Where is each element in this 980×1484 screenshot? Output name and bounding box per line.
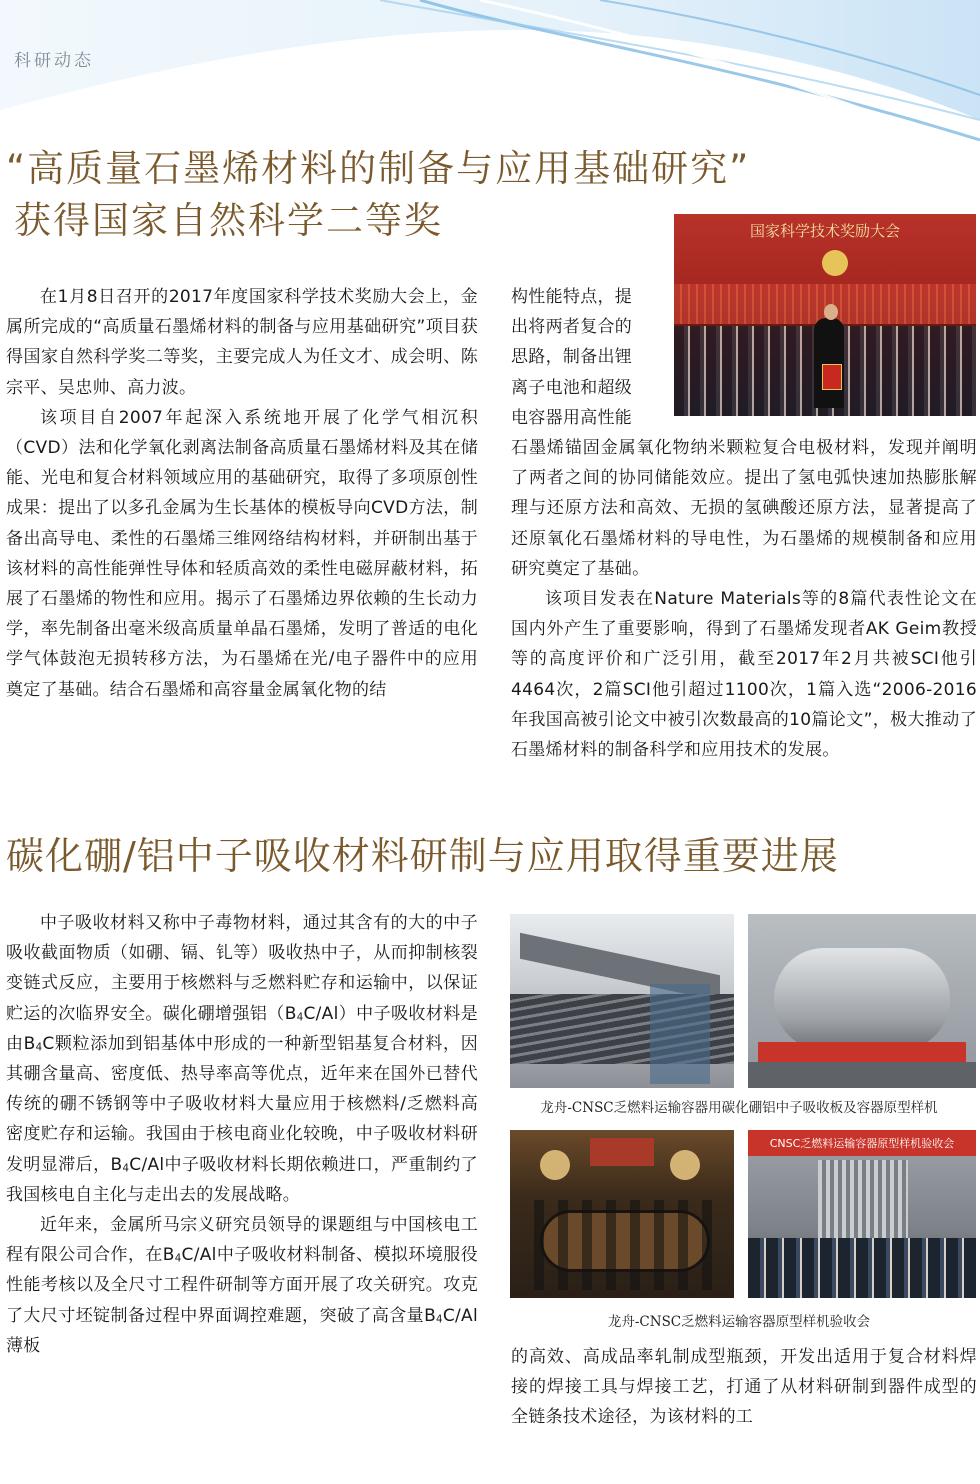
article1-right-short-lines — [511, 282, 661, 433]
emblem — [822, 250, 848, 276]
article2-right-column — [511, 1342, 977, 1433]
text-line: 电容器用高性能 — [511, 407, 633, 428]
figure-caption-1: 龙舟-CNSC乏燃料运输容器用碳化硼铝中子吸收板及容器原型样机 — [540, 1100, 938, 1116]
group-photo — [748, 1130, 976, 1298]
text-line: 出将两者复合的 — [511, 317, 633, 338]
absorber-plates-photo — [510, 914, 734, 1088]
text-line: 构性能特点，提 — [511, 287, 633, 307]
photo-banner-text: 国家科学技术奖励大会 — [749, 222, 900, 240]
header-wave-decoration — [0, 0, 980, 160]
section-label: 科研动态 — [14, 51, 94, 71]
certificate — [822, 364, 842, 390]
article2-left-column — [6, 908, 478, 1361]
banner-text: CNSC乏燃料运输容器原型样机验收会 — [769, 1137, 955, 1150]
text-line: 离子电池和超级 — [511, 377, 633, 398]
article1-paragraph3: 石墨烯锚固金属氧化物纳米颗粒复合电极材料，发现并阐明了两者之间的协同储能效应。提出了氢电弧快速加热膨胀解理与还原方法和高效、无损的氢碘酸还原方法，显著提高了还原氧化石墨烯材料的导电性，为石墨烯的规模制备和应用研究奠定了基础。 — [511, 438, 977, 579]
article1-paragraph1: 在1月8日召开的2017年度国家科学技术奖励大会上，金属所完成的“高质量石墨烯材料的制备与应用基础研究”项目获得国家自然科学奖二等奖，主要完成人为任文才、成会明、陈宗平、吴忠帅、高力波。 — [6, 287, 478, 398]
article1-left-column — [6, 282, 478, 705]
acceptance-meeting-photo — [510, 1130, 734, 1298]
text-line: 思路，制备出锂 — [511, 347, 633, 368]
container-prototype-photo — [748, 914, 976, 1088]
article2-title: 碳化硼/铝中子吸收材料研制与应用取得重要进展 — [6, 834, 839, 878]
article2-paragraph2: 近年来，金属所马宗义研究员领导的课题组与中国核电工程有限公司合作，在$B_4C/Al$中子吸收材料制备、模拟环境服役性能考核以及全尺寸工程件研制等方面开展了攻关研究。攻克了大尺寸坯锭制备过程中界面调控难题，突破了高含量$B_4C/Al$薄板 — [6, 1215, 478, 1356]
article1-paragraph4: 该项目发表在Nature Materials等的8篇代表性论文在国内外产生了重要影响，得到了石墨烯发现者AK Geim教授等的高度评价和广泛引用，截至2017年2月共被SCI他引4464次，2篇SCI他引超过1100次，1篇入选“2006-2016年我国高被引论文中被引次数最高的10篇论文”，极大推动了石墨烯材料的制备科学和应用技术的发展。 — [511, 589, 977, 761]
article1-title-line2: 获得国家自然科学二等奖 — [14, 199, 443, 242]
article2-paragraph1: 中子吸收材料又称中子毒物材料，通过其含有的大的中子吸收截面物质（如硼、镉、钆等）吸收热中子，从而抑制核裂变链式反应，主要用于核燃料与乏燃料贮存和运输中，以保证贮运的次临界安全。碳化硼增强铝$(B_4C/Al)$中子吸收材料是由$B_4C$颗粒添加到铝基体中形成的一种新型铝基复合材料，因其硼含量高、密度低、热导率高等优点，近年来在国外已替代传统的硼不锈钢等中子吸收材料大量应用于核燃料/乏燃料高密度贮存和运输。我国由于核电商业化较晚，中子吸收材料研发明显滞后，$B_4C/Al$中子吸收材料长期依赖进口，严重制约了我国核电自主化与走出去的发展战略。 — [6, 913, 478, 1205]
article1-paragraph2: 该项目自2007年起深入系统地开展了化学气相沉积（CVD）法和化学氧化剥离法制备高质量石墨烯材料及其在储能、光电和复合材料领域应用的基础研究，取得了多项原创性成果：提出了以多孔金属为生长基体的模板导向CVD方法，制备出高导电、柔性的石墨烯三维网络结构材料，并研制出基于该材料的高性能弹性导体和轻质高效的柔性电磁屏蔽材料，拓展了石墨烯的物性和应用。揭示了石墨烯边界依赖的生长动力学，率先制备出毫米级高质量单晶石墨烯，发明了普适的电化学气体鼓泡无损转移方法，为石墨烯在光/电子器件中的应用奠定了基础。结合石墨烯和高容量金属氧化物的结 — [6, 407, 478, 700]
award-ceremony-photo — [674, 214, 976, 416]
article2-paragraph-continued: 的高效、高成品率轧制成型瓶颈，开发出适用于复合材料焊接的焊接工具与焊接工艺，打通了从材料研制到器件成型的全链条技术途径，为该材料的工 — [511, 1347, 977, 1428]
awardee — [814, 318, 844, 408]
article1-right-column — [511, 433, 977, 765]
article1-title-line1: “高质量石墨烯材料的制备与应用基础研究” — [6, 147, 751, 190]
figure-caption-2: 龙舟-CNSC乏燃料运输容器原型样机验收会 — [607, 1314, 871, 1330]
